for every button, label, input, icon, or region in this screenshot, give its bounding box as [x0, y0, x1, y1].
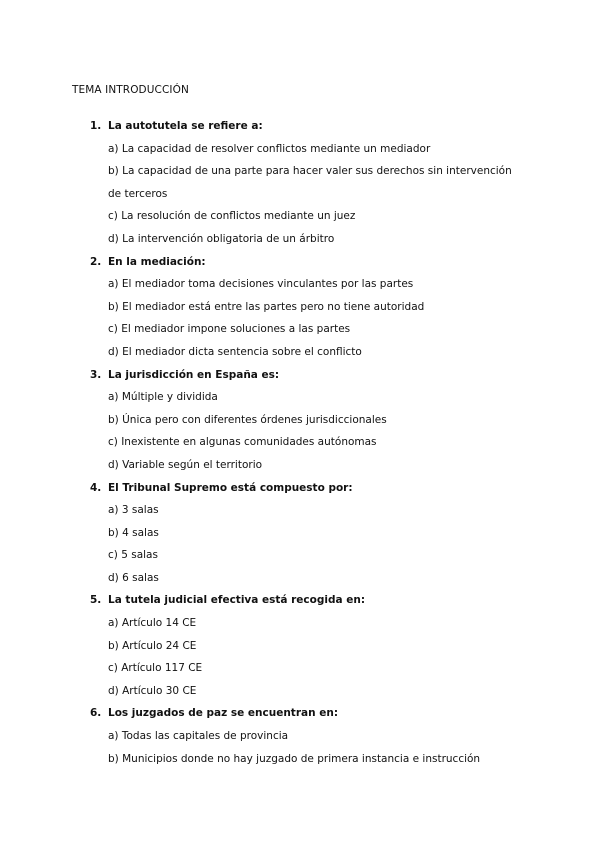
- option-item: a) El mediador toma decisiones vinculantes por las partes: [108, 278, 414, 291]
- option-item: c) Artículo 117 CE: [108, 662, 203, 675]
- option-item: d) Artículo 30 CE: [108, 684, 197, 697]
- question-number: 4.: [90, 481, 102, 494]
- question-item: [0, 251, 600, 364]
- option-item: a) Artículo 14 CE: [108, 617, 197, 630]
- document-title: TEMA INTRODUCCIÓN: [72, 84, 189, 96]
- option-item: a) Múltiple y dividida: [108, 391, 218, 404]
- question-text: La jurisdicción en España es:: [108, 368, 280, 381]
- question-number: 6.: [90, 707, 102, 720]
- option-item: b) Artículo 24 CE: [108, 639, 197, 652]
- question-text: La autotutela se refiere a:: [108, 120, 263, 132]
- option-list: [0, 725, 600, 770]
- question-text: La tutela judicial efectiva está recogida en:: [108, 594, 366, 607]
- question-number: 3.: [90, 368, 102, 381]
- option-item: a) La capacidad de resolver conflictos mediante un mediador: [108, 142, 431, 155]
- question-item: [0, 702, 600, 770]
- option-item: c) 5 salas: [108, 549, 158, 562]
- question-number: 2.: [90, 255, 102, 268]
- option-list: [0, 386, 600, 476]
- option-item: b) El mediador está entre las partes pero no tiene autoridad: [108, 300, 425, 313]
- option-list: [0, 499, 600, 589]
- question-list: [0, 115, 600, 770]
- option-item: d) La intervención obligatoria de un árbitro: [108, 232, 335, 245]
- option-item: d) Variable según el territorio: [108, 458, 263, 471]
- option-list: [0, 273, 600, 363]
- option-item: c) La resolución de conflictos mediante un juez: [108, 210, 356, 223]
- question-heading: [0, 589, 600, 612]
- option-item: b) 4 salas: [108, 526, 159, 539]
- option-item: b) Única pero con diferentes órdenes jurisdiccionales: [108, 413, 387, 426]
- question-heading: [0, 702, 600, 725]
- question-heading: [0, 115, 600, 138]
- option-item: c) Inexistente en algunas comunidades autónomas: [108, 436, 377, 449]
- question-item: [0, 364, 600, 477]
- question-heading: [0, 477, 600, 500]
- question-item: [0, 589, 600, 702]
- option-list: [0, 138, 600, 251]
- option-item: b) Municipios donde no hay juzgado de primera instancia e instrucción: [108, 752, 481, 765]
- question-item: [0, 477, 600, 590]
- option-item: d) El mediador dicta sentencia sobre el conflicto: [108, 345, 362, 358]
- question-number: 1.: [90, 120, 102, 132]
- question-number: 5.: [90, 594, 102, 607]
- question-text: El Tribunal Supremo está compuesto por:: [108, 481, 353, 494]
- question-heading: [0, 251, 600, 274]
- option-item: d) 6 salas: [108, 571, 159, 584]
- question-heading: [0, 364, 600, 387]
- option-item: c) El mediador impone soluciones a las partes: [108, 323, 351, 336]
- option-list: [0, 612, 600, 702]
- question-item: [0, 115, 600, 251]
- question-text: En la mediación:: [108, 255, 206, 268]
- option-item: a) Todas las capitales de provincia: [108, 730, 289, 743]
- option-item: b) La capacidad de una parte para hacer valer sus derechos sin intervención de terceros: [108, 165, 512, 200]
- option-item: a) 3 salas: [108, 504, 159, 517]
- question-text: Los juzgados de paz se encuentran en:: [108, 707, 339, 720]
